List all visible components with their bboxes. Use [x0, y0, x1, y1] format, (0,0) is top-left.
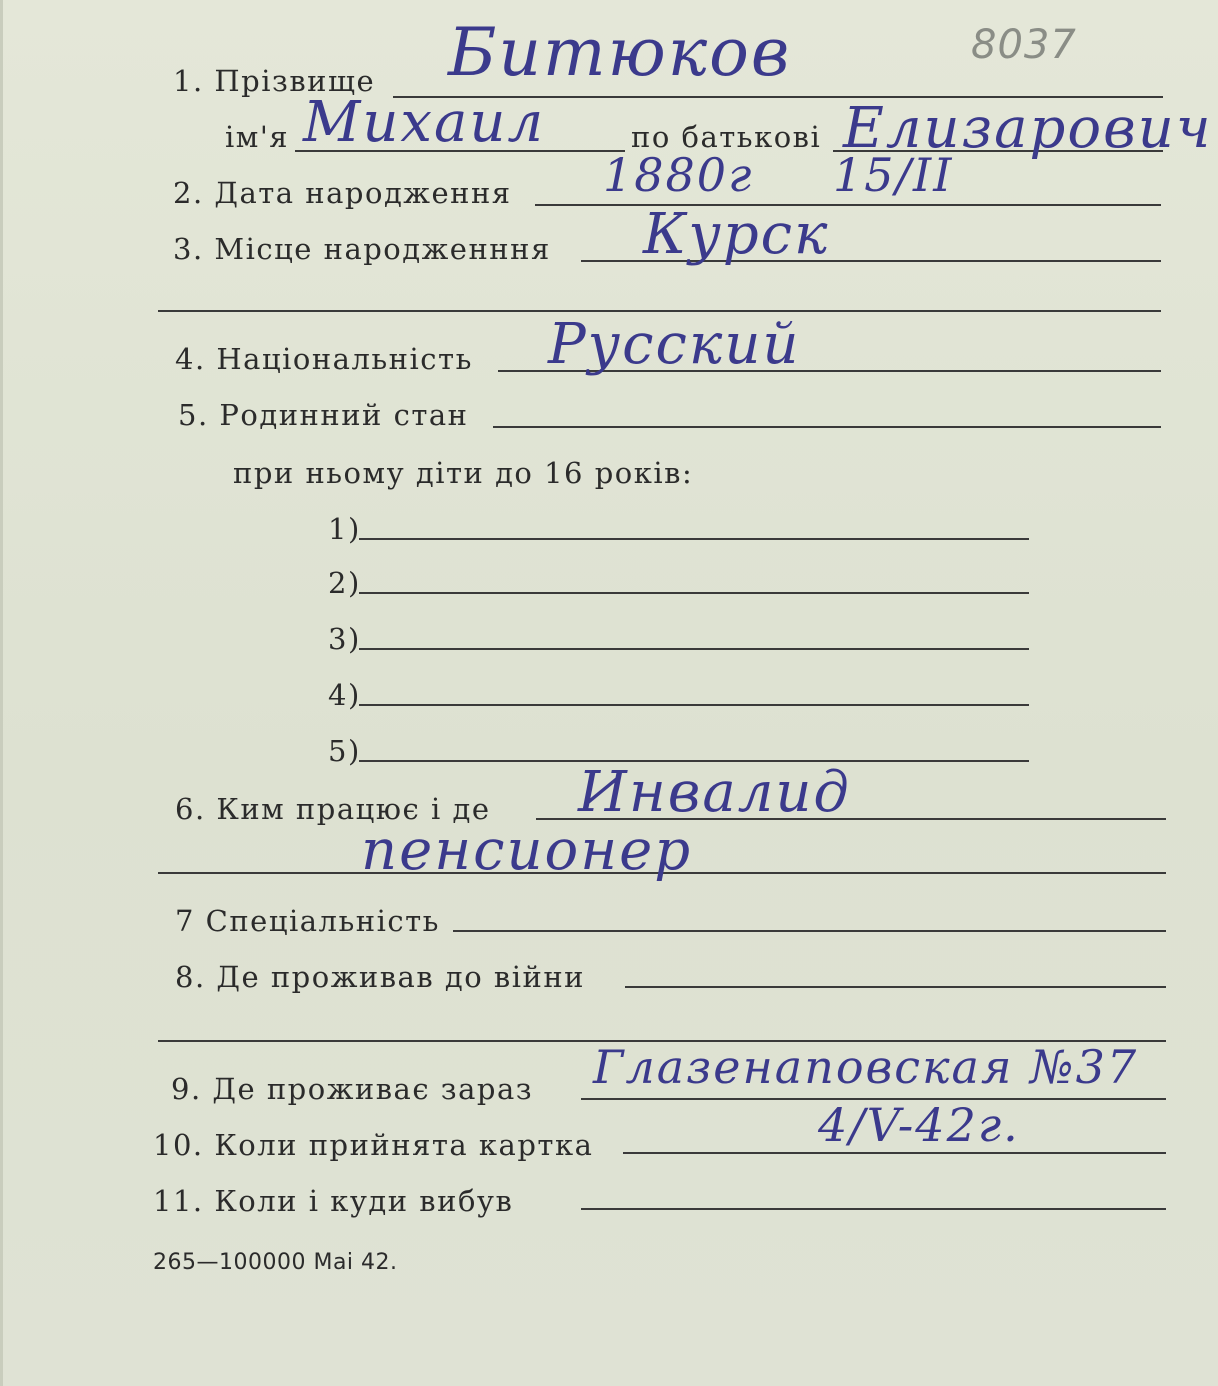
- accepted-date-value: 4/V-42г.: [818, 1098, 1020, 1152]
- work-label: 6. Ким працює і де: [175, 792, 491, 826]
- prewar-line: [625, 986, 1166, 988]
- child-4-label: 4): [328, 678, 361, 712]
- child-4-line: [359, 704, 1029, 706]
- child-1-label: 1): [328, 512, 361, 546]
- current-address-value: Глазенаповская №37: [593, 1040, 1139, 1094]
- child-1-line: [359, 538, 1029, 540]
- children-label: при ньому діти до 16 років:: [233, 456, 694, 490]
- left-line: [581, 1208, 1166, 1210]
- birth-year-value: 1880г: [603, 148, 754, 202]
- specialty-label: 7 Спеціальність: [175, 904, 440, 938]
- print-footer: 265—100000 Маі 42.: [153, 1250, 398, 1275]
- birth-date-label: 2. Дата народження: [173, 176, 512, 210]
- child-2-line: [359, 592, 1029, 594]
- name-label: ім'я: [225, 120, 290, 154]
- family-label: 5. Родинний стан: [178, 398, 469, 432]
- child-3-line: [359, 648, 1029, 650]
- accepted-line: [623, 1152, 1166, 1154]
- patronymic-value: Елизарович: [843, 96, 1213, 161]
- birth-date-line: [535, 204, 1161, 206]
- birth-day-value: 15/II: [833, 148, 954, 202]
- birth-place-label: 3. Місце народженння: [173, 232, 551, 266]
- child-3-label: 3): [328, 622, 361, 656]
- surname-value: Битюков: [448, 14, 792, 91]
- child-5-label: 5): [328, 734, 361, 768]
- patronymic-label: по батькові: [631, 120, 822, 154]
- archive-number: 8037: [971, 22, 1077, 68]
- name-value: Михаил: [303, 90, 546, 155]
- accepted-label: 10. Коли прийнята картка: [153, 1128, 594, 1162]
- child-2-label: 2): [328, 566, 361, 600]
- family-line: [493, 426, 1161, 428]
- work-value-line2: пенсионер: [361, 818, 693, 883]
- current-label: 9. Де проживає зараз: [171, 1072, 534, 1106]
- left-label: 11. Коли і куди вибув: [153, 1184, 514, 1218]
- nationality-value: Русский: [548, 312, 801, 377]
- work-value-line1: Инвалид: [578, 760, 851, 825]
- surname-label: 1. Прізвище: [173, 64, 376, 98]
- birth-place-value: Курск: [643, 202, 830, 267]
- prewar-label: 8. Де проживав до війни: [175, 960, 585, 994]
- specialty-line: [453, 930, 1166, 932]
- nationality-label: 4. Національність: [175, 342, 473, 376]
